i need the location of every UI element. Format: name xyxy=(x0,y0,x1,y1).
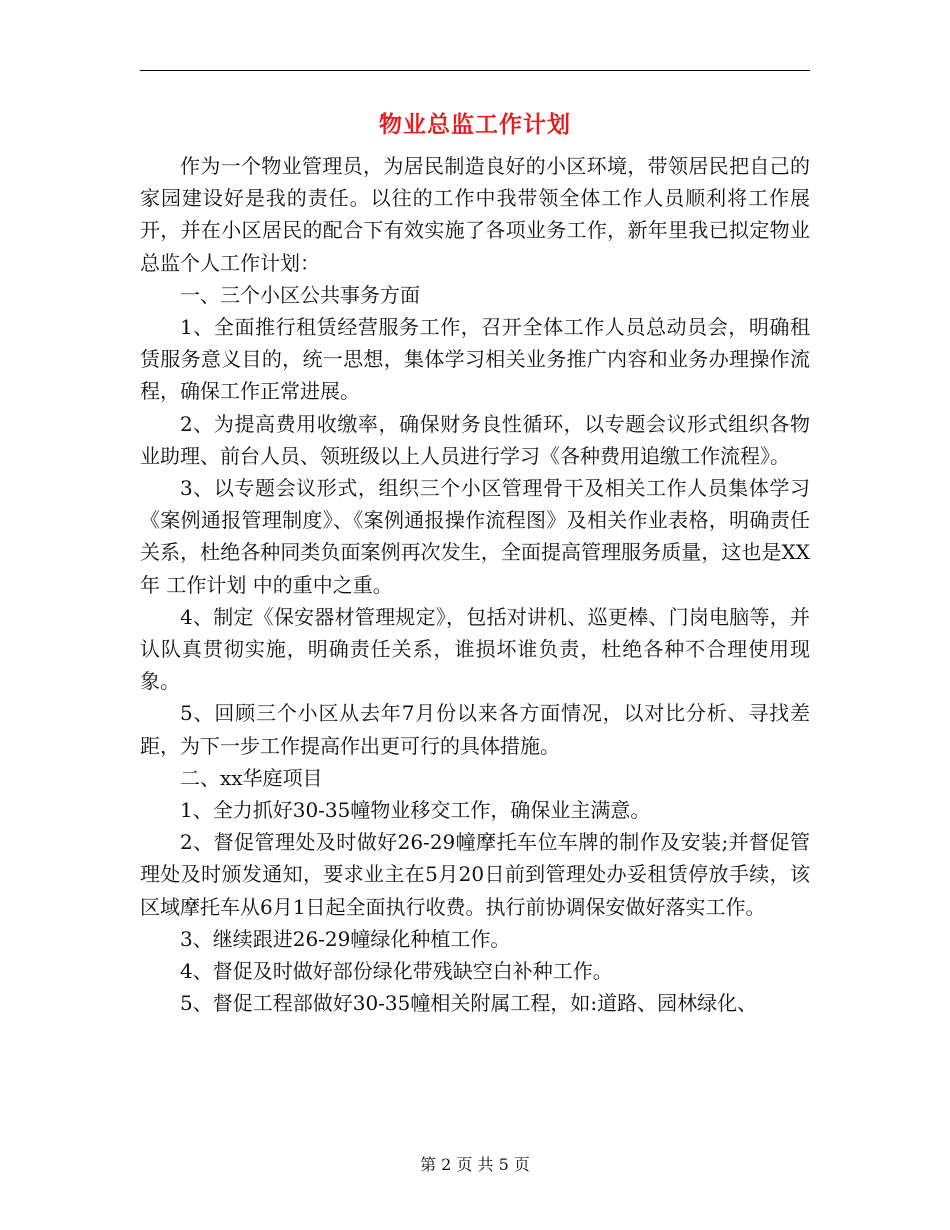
section-2-item-1: 1、全力抓好30-35幢物业移交工作，确保业主满意。 xyxy=(180,798,651,823)
header-rule xyxy=(140,70,810,71)
page-number: 第 2 页 共 5 页 xyxy=(420,1155,530,1174)
section-1-item-4: 4、制定《保安器材管理规定》，包括对讲机、巡更棒、门岗电脑等，并认队真贯彻实施，明确责任关系，谁损坏谁负责，杜绝各种不合理使用现象。 xyxy=(140,604,810,694)
intro-paragraph: 作为一个物业管理员，为居民制造良好的小区环境，带领居民把自己的家园建设好是我的责任。以往的工作中我带领全体工作人员顺利将工作展开，并在小区居民的配合下有效实施了各项业务工作，新年里我已拟定物业总监个人工作计划： xyxy=(140,154,810,275)
section-2-item-5: 5、督促工程部做好30-35幢相关附属工程，如:道路、园林绿化、 xyxy=(180,991,758,1016)
section-1-item-2: 2、为提高费用收缴率，确保财务良性循环，以专题会议形式组织各物业助理、前台人员、领班级以上人员进行学习《各种费用追缴工作流程》。 xyxy=(140,411,810,468)
section-2-item-2: 2、督促管理处及时做好26-29幢摩托车位车牌的制作及安装;并督促管理处及时颁发通知，要求业主在5月20日前到管理处办妥租赁停放手续，该区域摩托车从6月1日起全面执行收费。执行前协调保安做好落实工作。 xyxy=(140,830,810,919)
section-heading-2: 二、xx华庭项目 xyxy=(180,765,323,790)
document-body xyxy=(140,150,810,1019)
section-1-item-1: 1、全面推行租赁经营服务工作，召开全体工作人员总动员会，明确租赁服务意义目的，统一思想，集体学习相关业务推广内容和业务办理操作流程，确保工作正常进展。 xyxy=(140,315,810,404)
section-2-item-4: 4、督促及时做好部份绿化带残缺空白补种工作。 xyxy=(180,959,613,984)
section-1-item-3: 3、以专题会议形式，组织三个小区管理骨干及相关工作人员集体学习《案例通报管理制度》、《案例通报操作流程图》及相关作业表格，明确责任关系，杜绝各种同类负面案例再次发生，全面提高管理服务质量，这也是XX年 工作计划 中的重中之重。 xyxy=(140,476,810,597)
section-1-item-5: 5、回顾三个小区从去年7月份以来各方面情况，以对比分析、寻找差距，为下一步工作提高作出更可行的具体措施。 xyxy=(140,701,810,758)
section-heading-1: 一、三个小区公共事务方面 xyxy=(180,282,420,307)
document-title: 物业总监工作计划 xyxy=(379,111,571,138)
section-2-item-3: 3、继续跟进26-29幢绿化种植工作。 xyxy=(180,926,511,951)
